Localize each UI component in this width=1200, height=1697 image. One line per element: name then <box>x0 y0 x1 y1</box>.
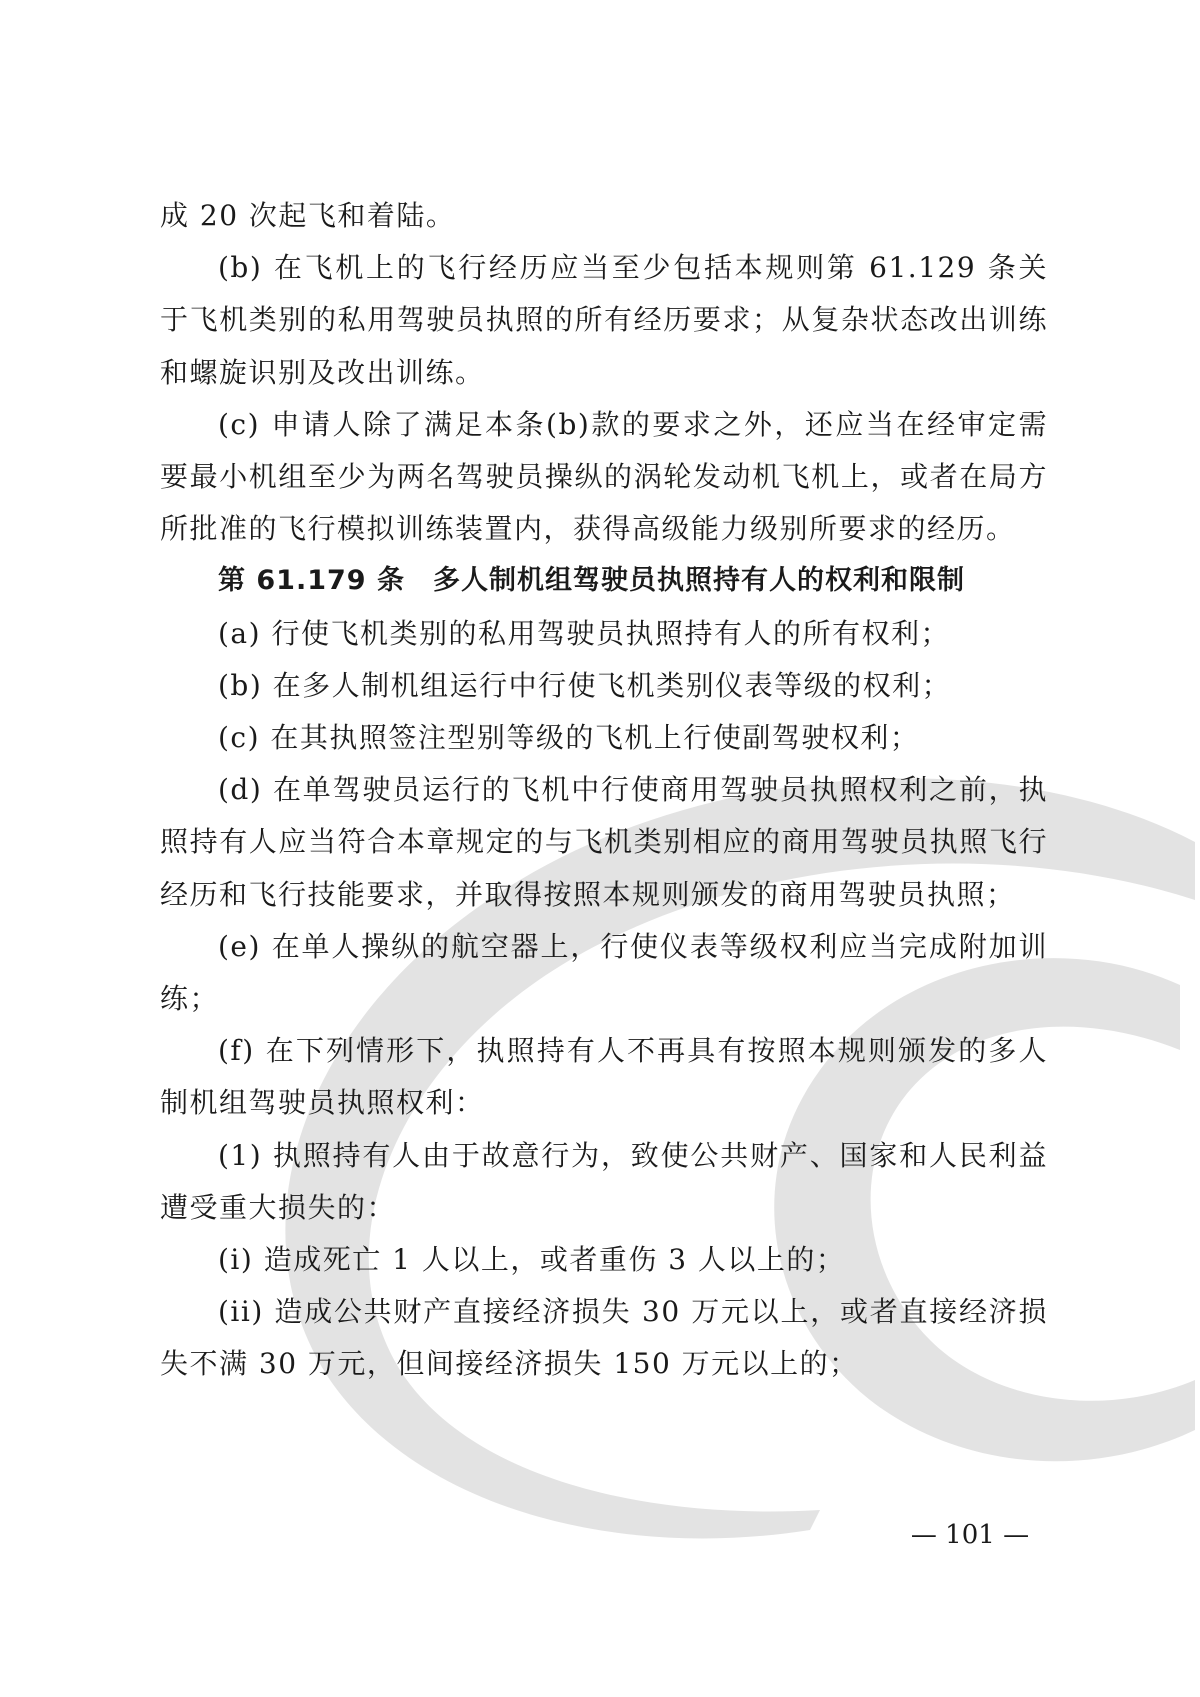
paragraph: (c) 申请人除了满足本条(b)款的要求之外，还应当在经审定需要最小机组至少为两名驾驶员操纵的涡轮发动机飞机上，或者在局方所批准的飞行模拟训练装置内，获得高级能力级别所要求的经历。 <box>160 407 1048 546</box>
paragraph: (1) 执照持有人由于故意行为，致使公共财产、国家和人民利益遭受重大损失的： <box>160 1138 1048 1224</box>
page-number: — 101 — <box>910 1520 1030 1550</box>
paragraph: (e) 在单人操纵的航空器上，行使仪表等级权利应当完成附加训练； <box>160 929 1048 1016</box>
paragraph: (b) 在多人制机组运行中行使飞机类别仪表等级的权利； <box>218 668 952 702</box>
document-body <box>160 190 1048 1391</box>
paragraph: (a) 行使飞机类别的私用驾驶员执照持有人的所有权利； <box>218 616 950 650</box>
paragraph: (b) 在飞机上的飞行经历应当至少包括本规则第 61.129 条关于飞机类别的私用驾驶员执照的所有经历要求；从复杂状态改出训练和螺旋识别及改出训练。 <box>160 251 1048 389</box>
paragraph: 成 20 次起飞和着陆。 <box>160 199 456 232</box>
paragraph: (i) 造成死亡 1 人以上，或者重伤 3 人以上的； <box>218 1243 846 1277</box>
article-heading: 第 61.179 条 多人制机组驾驶员执照持有人的权利和限制 <box>218 565 965 597</box>
paragraph: (c) 在其执照签注型别等级的飞机上行使副驾驶权利； <box>218 721 920 755</box>
paragraph: (f) 在下列情形下，执照持有人不再具有按照本规则颁发的多人制机组驾驶员执照权利： <box>160 1034 1048 1120</box>
paragraph: (ii) 造成公共财产直接经济损失 30 万元以上，或者直接经济损失不满 30 万元，但间接经济损失 150 万元以上的； <box>160 1295 1048 1381</box>
paragraph: (d) 在单驾驶员运行的飞机中行使商用驾驶员执照权利之前，执照持有人应当符合本章规定的与飞机类别相应的商用驾驶员执照飞行经历和飞行技能要求，并取得按照本规则颁发的商用驾驶员执照； <box>160 773 1048 911</box>
